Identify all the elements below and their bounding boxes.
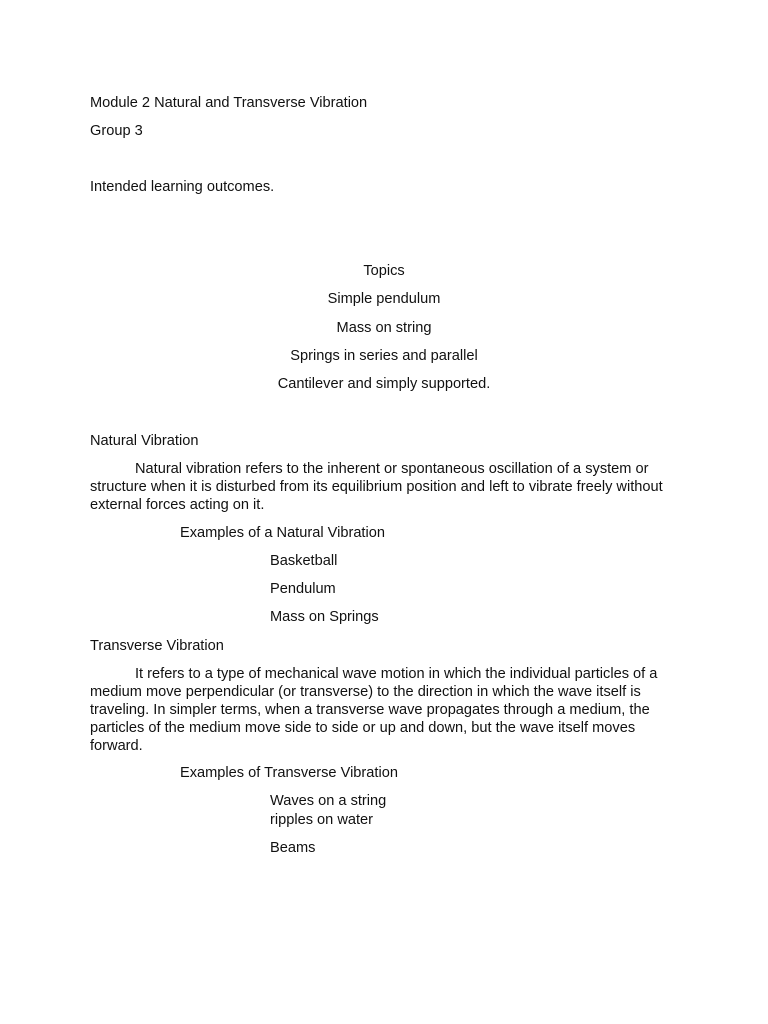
outcomes-heading: Intended learning outcomes. xyxy=(90,179,275,195)
topic-item: Simple pendulum xyxy=(327,291,441,307)
topic-item: Springs in series and parallel xyxy=(290,348,478,364)
document-title: Module 2 Natural and Transverse Vibration xyxy=(90,95,368,111)
topic-item: Cantilever and simply supported. xyxy=(277,376,491,392)
natural-example-item: Pendulum xyxy=(270,581,336,597)
natural-vibration-paragraph: Natural vibration refers to the inherent or spontaneous oscillation of a system or structure when it is disturbed from its equilibrium position and left to vibrate freely without external forces acting on it. xyxy=(90,461,663,513)
natural-example-item: Mass on Springs xyxy=(270,609,379,625)
natural-example-item: Basketball xyxy=(270,553,338,569)
transverse-vibration-paragraph: It refers to a type of mechanical wave motion in which the individual particles of a medium move perpendicular (or transverse) to the direction in which the wave itself is traveling. In simpler terms, when a transverse wave propagates through a medium, the particles of the medium move side to side or up and down, but the wave itself moves forward. xyxy=(90,666,658,754)
group-label: Group 3 xyxy=(90,123,143,139)
transverse-examples-heading: Examples of Transverse Vibration xyxy=(180,765,398,781)
natural-examples-heading: Examples of a Natural Vibration xyxy=(180,525,385,541)
topic-item: Mass on string xyxy=(336,320,432,336)
natural-vibration-heading: Natural Vibration xyxy=(90,433,199,449)
topics-heading: Topics xyxy=(363,263,405,279)
transverse-vibration-heading: Transverse Vibration xyxy=(90,638,224,654)
transverse-example-item: Waves on a string xyxy=(270,793,387,809)
transverse-example-item: ripples on water xyxy=(270,812,374,828)
transverse-example-item: Beams xyxy=(270,840,316,856)
